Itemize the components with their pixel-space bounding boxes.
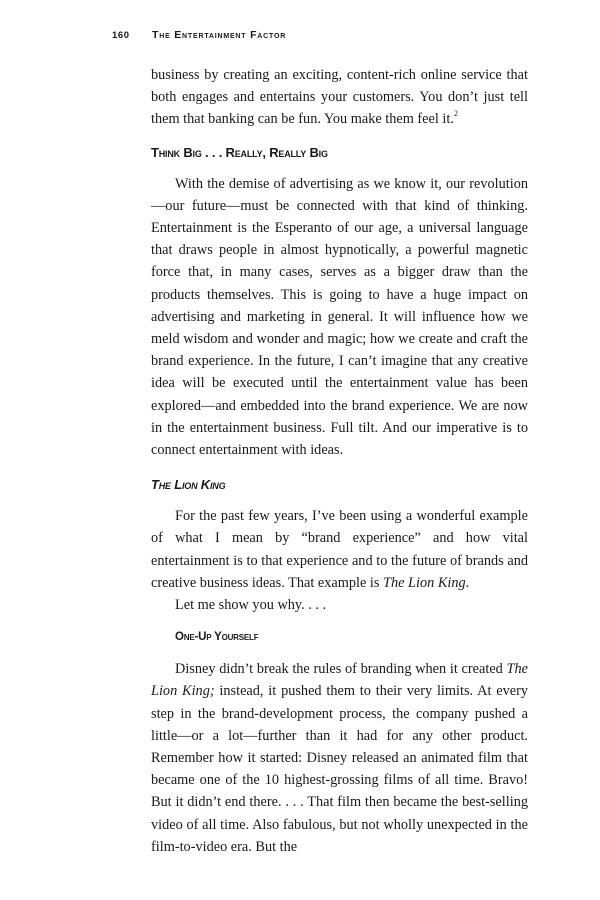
film-title: The Lion King [383,574,466,591]
film-title-inline: The Lion King; [151,661,528,700]
paragraph-revolution: With the demise of advertising as we know it, our revolution—our future—must be connected with that kind of thinking. Entertainment is the Esperanto of our age, a universal language that draws people in almost hypnotically, a powerful magnetic force that, in many cases, serves as a bigger draw than the products themselves. This is going to have a huge impact on advertising and marketing in general. It will influence how we meld wisdom and wonder and magic; how we create and craft the brand experience. In the future, I can’t imagine that any creative idea will be executed until the entertainment value has been explored—and embedded into the brand experience. We are now in the entertainment business. Full tilt. And our imperative is to connect entertainment with ideas. [151,175,528,459]
paragraph-disney-text-2: instead, it pushed them to their very limits. At every step in the brand-development process, the company pushed a little—or a lot—further than it had for any other product. Remember how it started: Disney released an animated film that became one of the 10 highest-grossing films of all time. Bravo! But it didn’t end there. . . . That film then became the best-selling video of all time. Also fabulous, but not wholly unexpected in the film-to-video era. But the [151,683,528,855]
section-heading-lion-king: The Lion King [151,477,226,493]
subsection-heading-one-up: One-Up Yourself [175,631,259,644]
paragraph-brand-experience-text: For the past few years, I’ve been using a wonderful example of what I mean by “brand experience” and how vital entertainment is to that experience and to the future of brands and creative business ideas. That example is [151,508,528,591]
paragraph-disney-text-1: Disney didn’t break the rules of branding when it created [175,661,507,678]
paragraph-show-why: Let me show you why. . . . [175,597,327,614]
footnote-reference: 2 [453,109,458,119]
paragraph-disney [151,658,528,858]
book-title: The Entertainment Factor [152,29,287,41]
page-number: 160 [112,30,130,41]
page-body [151,64,528,858]
paragraph-opening [151,64,528,131]
paragraph-end-period: . [465,574,470,591]
paragraph-brand-experience [151,505,528,594]
running-head [112,29,286,43]
paragraph-opening-text: business by creating an exciting, content-rich online service that both engages and entertains your customers. You don’t just tell them that banking can be fun. You make them feel it. [151,67,528,128]
section-heading-think-big: Think Big . . . Really, Really Big [151,144,328,160]
